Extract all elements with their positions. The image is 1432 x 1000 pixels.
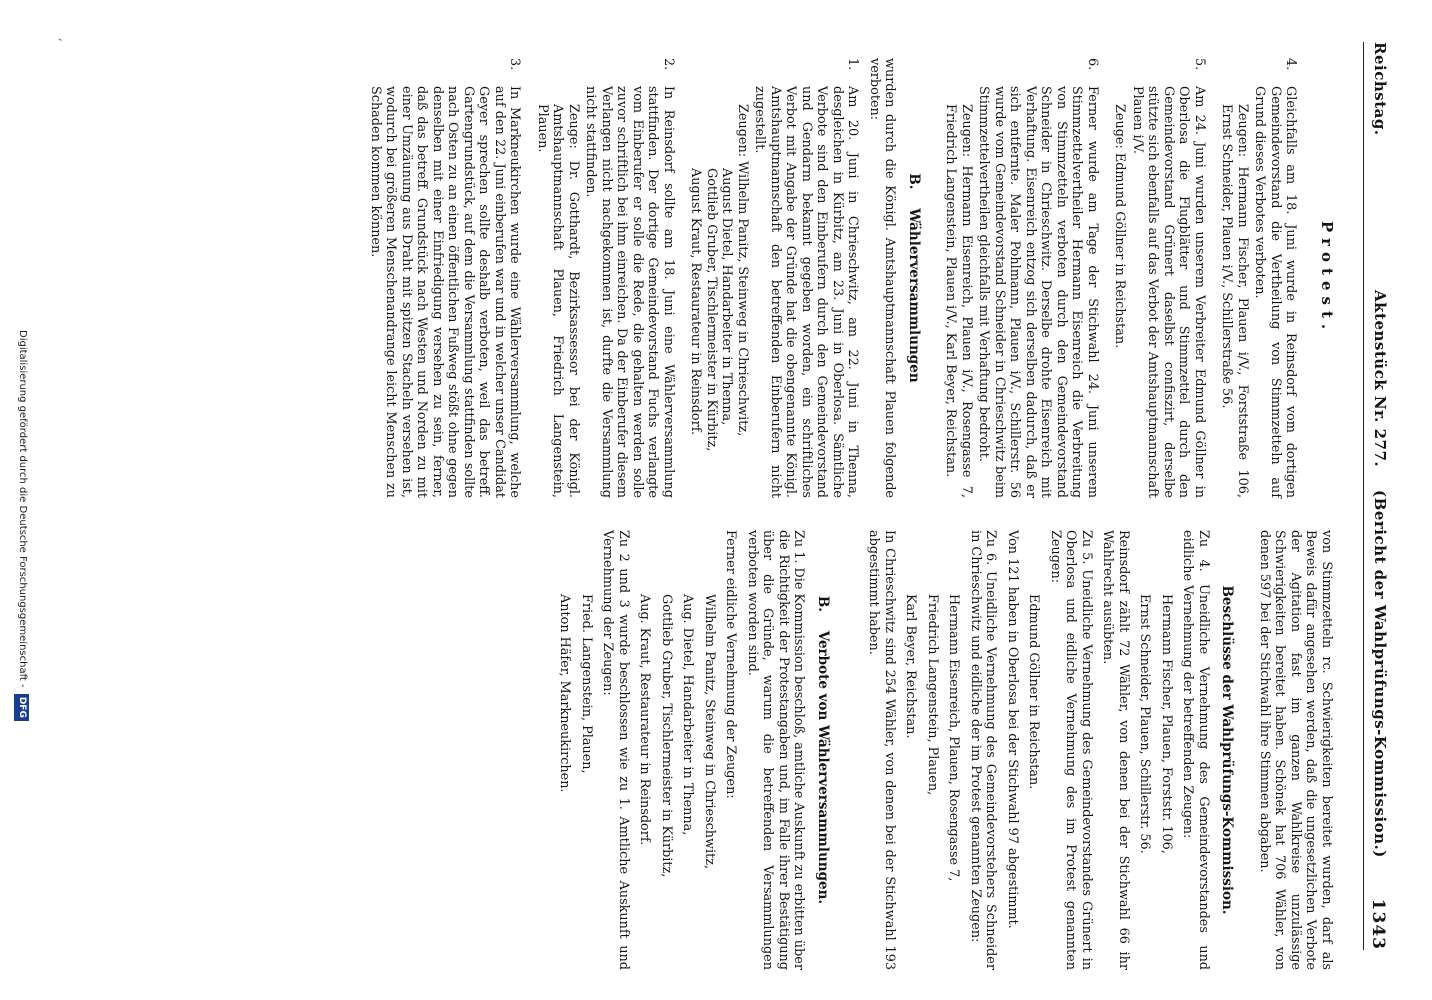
- witness-block: [943, 86, 974, 498]
- witness-line: Hermann Fischer, Plauen i/V., Forststraße 106, Ernst Schneider, Plauen i/V., Schillerstraße 56.: [1219, 104, 1250, 498]
- item-text: In Markneukirchen wurde eine Wählerversammlung, welche auf den 22. Juni einberufen war und in welcher unser Candidat Geyer sprechen sollte deshalb verboten, weil das betreff. Gartengrundstück, auf dem die Versammlung stattfinden sollte nach Osten zu an einen öffentlichen Fußweg stößt ohne gegen denselben mit einer Einfriedigung versehen zu sein, ferner, daß das betreff. Grundstück nach Westen und Norden zu mit einer Umzäunung aus Draht mit spitzen Stacheln versehen ist, wodurch bei größeren Menschenandrange leicht Menschen zu Schaden kommen können.: [368, 86, 523, 498]
- witness-line: August Kraut, Restaurateur in Reinsdorf.: [688, 168, 704, 436]
- item-number: 1.: [845, 58, 861, 71]
- resolution-paragraph: Friedrich Langenstein, Plauen,: [925, 594, 940, 796]
- digitization-note: Digitalisierung gefördert durch die Deutsche Forschungsgemeinschaft -: [17, 330, 29, 688]
- witness-line: August Dietel, Handarbeiter in Thenna,: [719, 168, 735, 426]
- resolution-paragraph: Zu 5. Uneidliche Vernehmung des Gemeindevorstandes Grünert in Oberlosa und eidliche Vernehmung des im Protest genannten Zeugen:: [1048, 530, 1094, 970]
- resolution-paragraph: Hermann Eisenreich, Plauen, Rosengasse 7,: [946, 594, 962, 882]
- witness-line: Wilhelm Panitz, Steinweg in Chrieschwitz,: [735, 161, 750, 437]
- item-text: Am 24. Juni wurden unserem Verbreiter Edmund Göllner in Oberlosa die Flugblätter und Stimmzettel durch den Gemeindevorstand Grünert daselbst confiszirt, derselbe stützte sich ebenfalls auf das Verbot der Amtshauptmannschaft Plauen i/V.: [1130, 86, 1207, 498]
- header-reichstag: Reichstag.: [1371, 42, 1390, 136]
- witness-block: [1219, 86, 1250, 498]
- protest-items: [943, 58, 1299, 498]
- item-number: 3.: [507, 58, 523, 71]
- numbered-item: [368, 58, 523, 498]
- resolution-paragraph: In Chrieschwitz sind 254 Wähler, von denen bei der Stichwahl 193 abgestimmt haben.: [866, 530, 897, 970]
- witness-line: Hermann Eisenreich, Plauen i/V., Rosengasse 7, Friedrich Langenstein, Plauen i/V., Karl Beyer, Reichstan.: [943, 104, 974, 498]
- resolution-paragraph: Ernst Schneider, Plauen, Schillerstr. 56.: [1137, 594, 1153, 854]
- header-report-title: (Bericht der Wahlprüfungs-Kommission.): [1371, 490, 1390, 858]
- resolution-paragraph: Hermann Fischer, Plauen, Forststr. 106,: [1159, 594, 1174, 854]
- item-number: 2.: [661, 58, 676, 71]
- resolution-paragraph: Karl Beyer, Reichstan.: [903, 594, 919, 739]
- margin-mark: ,: [57, 38, 72, 42]
- item-text: In Reinsdorf sollte am 18. Juni eine Wählerversammlung stattfinden. Der dortige Gemeindevorstand Fuchs verlangte vom Einberufer er solle die Rede, die gehalten werden solle zuvor schriftlich bei ihm einreichen. Da der Einberufer diesem Verlangen nicht nachgekommen ist, durfte die Versammlung nicht stattfinden.: [583, 86, 676, 498]
- witness-label: Zeuge:: [1112, 104, 1128, 149]
- commission-resolutions-title: Beschlüsse der Wahlprüfungs-Kommission.: [1219, 585, 1236, 915]
- resolution-paragraph: Wilhelm Panitz, Steinweg in Chrieschwitz,: [702, 594, 717, 870]
- witness-block: [688, 86, 750, 498]
- assembly-resolutions: [557, 530, 807, 970]
- resolution-paragraph: Reinsdorf zählt 72 Wähler, von denen bei der Stichwahl 66 ihr Wahlrecht ausübten.: [1100, 530, 1131, 970]
- item-text: Ferner wurde am Tage der Stichwahl 24. Juni unserem Stimmzettelvertheiler Hermann Eisenreich die Verbreitung von Stimmzetteln verboten durch den Gemeindevorstand Schneider in Chrieschwitz. Derselbe drohte Eisenreich mit Verhaftung. Eisenreich entzog sich derselben dadurch, daß er sich entfernte. Maler Pohlmann, Plauen i/V., Schillerstr. 56 wurde vom Gemeindevorstand Schneider in Chrieschwitz beim Stimmzettelvertheilen gleichfalls mit Verhaftung bedroht.: [976, 86, 1100, 498]
- numbered-item: [943, 58, 1100, 498]
- section-b-heading: Wählerversammlungen: [906, 208, 922, 383]
- right-column: [551, 530, 1342, 970]
- section-b-title: [906, 58, 922, 498]
- resolution-paragraph: Fried. Langenstein, Plauen,: [579, 594, 594, 774]
- item-text: Am 20. Juni in Chrieschwitz, am 22. Juni in Thenna, desgleichen in Kürbitz, am 23. Juni in Oberlosa. Sämtliche Verbote sind den Einberufern durch den Gemeindevorstand und Gendarm bekannt gegeben worden, ein schriftliches Verbot mit Angabe der Gründe hat die obengenannte Königl. Amtshauptmannschaft den betreffenden Einberufern nicht zugestellt.: [752, 86, 861, 498]
- resolution-paragraph: Ferner eidliche Vernehmung der Zeugen:: [723, 530, 739, 799]
- witness-label: Zeugen:: [1235, 104, 1250, 158]
- resolution-paragraph: Aug. Dietel, Handarbeiter in Thenna,: [680, 594, 696, 836]
- header-aktenstueck: [1372, 290, 1388, 858]
- section-b-intro: wurden durch die Königl. Amtshauptmannschaft Plauen folgende verboten:: [867, 58, 898, 498]
- witness-line: Edmund Göllner in Reichstan.: [1112, 152, 1128, 349]
- numbered-item: [1112, 58, 1207, 498]
- protest-title: Protest.: [1318, 220, 1336, 336]
- left-column: [356, 58, 1343, 498]
- witness-block: [535, 86, 582, 498]
- page-header: [1363, 42, 1404, 950]
- resolution-paragraph: Gottlieb Gruber, Tischlermeister in Kürbitz,: [659, 594, 674, 878]
- item-number: 4.: [1283, 58, 1299, 71]
- right-section-b-letter: B.: [815, 595, 831, 612]
- resolution-paragraph: Zu 2 und 3 wurde beschlossen wie zu 1. Amtliche Auskunft und Vernehmung der Zeugen:: [600, 530, 631, 970]
- resolution-paragraph: Zu 6. Uneidliche Vernehmung des Gemeindevorstehers Schneider in Chrieschwitz und eidliche der im Protest genannten Zeugen:: [968, 530, 999, 970]
- witness-label: Zeugen:: [735, 104, 750, 158]
- resolution-paragraph: Edmund Göllner in Reichstan.: [1026, 594, 1042, 790]
- item-text: Gleichfalls am 18. Juni wurde in Reinsdorf vom dortigen Gemeindevorstand die Vertheilung von Stimmzetteln auf Grund dieses Verbotes verboten.: [1252, 86, 1299, 498]
- dfg-logo: DFG: [14, 694, 30, 721]
- resolution-paragraph: Anton Häfer, Markneukirchen.: [557, 594, 573, 793]
- numbered-item: [688, 58, 861, 498]
- header-aktenstueck-number: Aktenstück Nr. 277.: [1371, 290, 1390, 468]
- numbered-item: [535, 58, 677, 498]
- numbered-item: [1219, 58, 1299, 498]
- right-section-b-title: [815, 530, 831, 970]
- resolution-paragraph: Zu 4. Uneidliche Vernehmung des Gemeindevorstandes und eidliche Vernehmung der betreffenden Zeugen:: [1180, 530, 1211, 970]
- witness-line: Gottlieb Gruber, Tischlermeister in Kürbitz,: [704, 168, 719, 452]
- resolution-paragraph: Zu 1. Die Kommission beschloß, amtliche Auskunft zu erbitten über die Richtigkeit der Protestangaben und, im Falle ihrer Bestätigung über die Gründe, warum die betreffenden Versammlungen verboten worden sind.: [745, 530, 807, 970]
- commission-resolutions: [866, 530, 1211, 970]
- right-section-b-heading: Verbote von Wählerversammlungen.: [815, 630, 831, 905]
- witness-label: Zeugen:: [959, 104, 974, 158]
- item-number: 5.: [1192, 58, 1207, 71]
- witness-block: [1112, 86, 1128, 498]
- digitization-footer: [14, 330, 31, 721]
- assembly-items: [368, 58, 861, 498]
- item-number: 6.: [1085, 58, 1100, 71]
- resolution-paragraph: Von 121 haben in Oberlosa bei der Stichwahl 97 abgestimmt.: [1005, 530, 1020, 929]
- page-number: 1343: [1368, 898, 1389, 950]
- resolution-paragraph: Aug. Kraut, Restaurateur in Reinsdorf.: [637, 594, 653, 846]
- right-top-paragraph: von Stimmzetteln rc. Schwierigkeiten bereitet wurden, darf als Beweis dafür angesehen werden, daß die ungesetzlichen Verbote der Agitation fast im ganzen Wahlkreise unzulässige Schwierigkeiten bereitet haben. Schönek hat 706 Wähler, von denen 597 bei der Stichwahl ihre Stimmen abgaben.: [1257, 530, 1334, 970]
- witness-label: Zeuge:: [566, 104, 581, 149]
- witness-line: Dr. Gotthardt, Bezirksassessor bei der Königl. Amtshauptmannschaft Plauen, Friedrich Langenstein, Plauen.: [535, 104, 581, 498]
- section-b-letter: B.: [906, 173, 922, 190]
